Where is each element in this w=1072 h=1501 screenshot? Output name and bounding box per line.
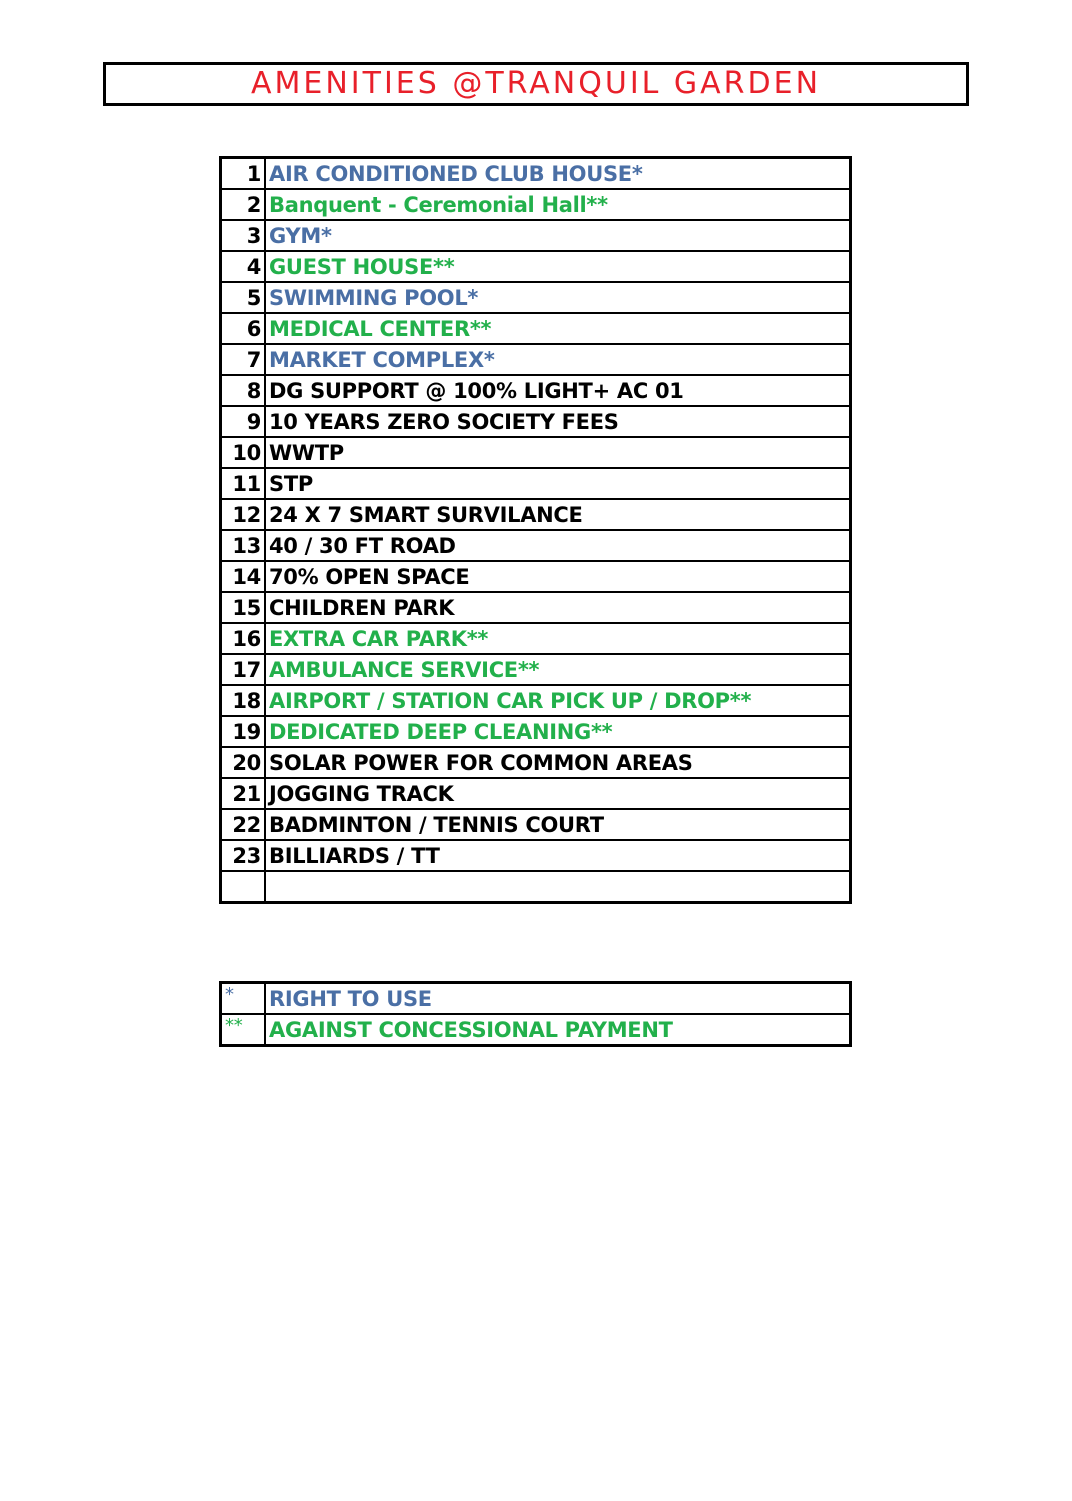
amenity-name: SOLAR POWER FOR COMMON AREAS [265,747,851,778]
amenity-name: GUEST HOUSE** [265,251,851,282]
amenity-name [265,871,851,903]
legend-table-body [221,983,851,1046]
amenity-number: 10 [221,437,266,468]
amenity-number: 11 [221,468,266,499]
amenity-name: AMBULANCE SERVICE** [265,654,851,685]
amenity-name: JOGGING TRACK [265,778,851,809]
legend-text: RIGHT TO USE [265,983,851,1015]
amenity-name: MEDICAL CENTER** [265,313,851,344]
table-row [221,654,851,685]
amenity-name: SWIMMING POOL* [265,282,851,313]
table-row [221,530,851,561]
amenity-number: 5 [221,282,266,313]
table-row [221,406,851,437]
amenity-number: 9 [221,406,266,437]
amenity-number: 3 [221,220,266,251]
amenity-name: WWTP [265,437,851,468]
table-row [221,778,851,809]
table-row [221,251,851,282]
table-row [221,561,851,592]
amenity-number: 16 [221,623,266,654]
amenity-name: DG SUPPORT @ 100% LIGHT+ AC 01 [265,375,851,406]
amenity-name: 24 X 7 SMART SURVILANCE [265,499,851,530]
amenities-table-body [221,158,851,903]
table-row [221,592,851,623]
table-row [221,840,851,871]
table-row [221,468,851,499]
table-row [221,809,851,840]
amenities-table [219,156,852,904]
amenity-number: 15 [221,592,266,623]
amenity-name: 70% OPEN SPACE [265,561,851,592]
amenity-number: 19 [221,716,266,747]
amenity-name: EXTRA CAR PARK** [265,623,851,654]
amenity-name: STP [265,468,851,499]
amenity-number: 1 [221,158,266,190]
table-row [221,189,851,220]
amenity-name: CHILDREN PARK [265,592,851,623]
legend-table [219,981,852,1047]
legend-row [221,983,851,1015]
amenity-name: Banquent - Ceremonial Hall** [265,189,851,220]
amenity-name: 10 YEARS ZERO SOCIETY FEES [265,406,851,437]
amenity-number: 2 [221,189,266,220]
table-row [221,871,851,903]
table-row [221,716,851,747]
amenity-number: 4 [221,251,266,282]
amenity-name: AIRPORT / STATION CAR PICK UP / DROP** [265,685,851,716]
amenity-number: 14 [221,561,266,592]
legend-text: AGAINST CONCESSIONAL PAYMENT [265,1014,851,1046]
legend-symbol: * [221,983,266,1015]
table-row [221,220,851,251]
amenity-name: MARKET COMPLEX* [265,344,851,375]
amenity-number: 12 [221,499,266,530]
amenity-name: 40 / 30 FT ROAD [265,530,851,561]
table-row [221,282,851,313]
amenity-number: 13 [221,530,266,561]
table-row [221,747,851,778]
amenity-number: 20 [221,747,266,778]
amenity-name: DEDICATED DEEP CLEANING** [265,716,851,747]
table-row [221,685,851,716]
amenity-number: 18 [221,685,266,716]
table-row [221,499,851,530]
table-row [221,158,851,190]
amenity-number: 7 [221,344,266,375]
amenity-name: GYM* [265,220,851,251]
legend-symbol: ** [221,1014,266,1046]
amenity-name: AIR CONDITIONED CLUB HOUSE* [265,158,851,190]
amenity-number: 17 [221,654,266,685]
table-row [221,375,851,406]
table-row [221,437,851,468]
amenity-name: BADMINTON / TENNIS COURT [265,809,851,840]
amenity-number [221,871,266,903]
amenity-number: 21 [221,778,266,809]
amenity-name: BILLIARDS / TT [265,840,851,871]
amenity-number: 6 [221,313,266,344]
amenity-number: 22 [221,809,266,840]
table-row [221,313,851,344]
amenity-number: 8 [221,375,266,406]
legend-row [221,1014,851,1046]
table-row [221,344,851,375]
table-row [221,623,851,654]
page-title: AMENITIES @TRANQUIL GARDEN [103,62,969,106]
amenity-number: 23 [221,840,266,871]
